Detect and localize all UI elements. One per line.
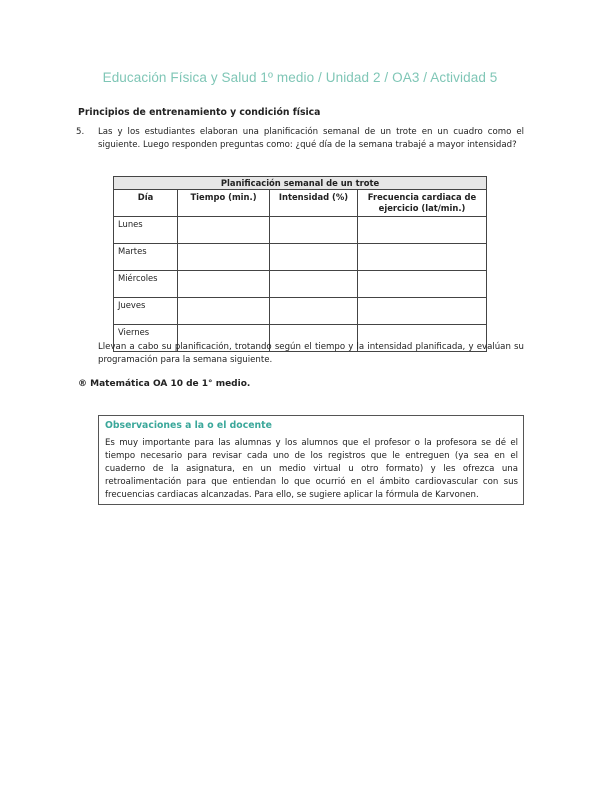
observations-text: Es muy importante para las alumnas y los alumnos que el profesor o la profesora se dé el tiempo necesario para revisar cada uno de los registros que le entreguen (ya sea en el cuaderno de la asignatura, en un medio virtual u otro formato) y les ofrezca una retroalimentación para que entiendan lo que ocurrió en el ámbito cardiovascular con sus frecuencias cardiacas alcanzadas. Para ello, se sugiere aplicar la fórmula de Karvonen. [105, 438, 518, 500]
time-cell [178, 298, 270, 325]
heart-rate-cell [358, 298, 487, 325]
time-cell [178, 244, 270, 271]
heart-rate-cell [358, 271, 487, 298]
intensity-cell [270, 298, 358, 325]
day-cell: Lunes [114, 217, 178, 244]
heart-rate-cell [358, 244, 487, 271]
page-header: Educación Física y Salud 1º medio / Unidad 2 / OA3 / Actividad 5 [102, 70, 498, 85]
column-header-day: Día [114, 190, 178, 217]
table-row [114, 244, 487, 271]
activity-item [76, 126, 524, 152]
time-cell [178, 271, 270, 298]
item-number: 5. [76, 127, 85, 137]
column-header-heart-rate: Frecuencia cardiaca de ejercicio (lat/min.) [358, 190, 487, 217]
follow-up-text: Llevan a cabo su planificación, trotando según el tiempo y la intensidad planificada, y evalúan su programación para la semana siguiente. [98, 342, 524, 365]
table-row [114, 298, 487, 325]
weekly-plan-table [113, 176, 487, 352]
section-title: Principios de entrenamiento y condición física [78, 107, 321, 118]
day-cell: Viernes [114, 325, 178, 352]
time-cell [178, 217, 270, 244]
item-text: Las y los estudiantes elaboran una planificación semanal de un trote en un cuadro como el siguiente. Luego responden preguntas como: ¿qué día de la semana trabajé a mayor intensidad? [98, 127, 524, 150]
teacher-observations-box [98, 415, 524, 505]
day-cell: Miércoles [114, 271, 178, 298]
cross-curricular-note: ® Matemática OA 10 de 1° medio. [78, 379, 251, 389]
table-caption: Planificación semanal de un trote [114, 177, 487, 190]
intensity-cell [270, 217, 358, 244]
column-header-intensity: Intensidad (%) [270, 190, 358, 217]
heart-rate-cell [358, 217, 487, 244]
column-header-time: Tiempo (min.) [178, 190, 270, 217]
table-row [114, 217, 487, 244]
intensity-cell [270, 271, 358, 298]
table-row [114, 271, 487, 298]
day-cell: Jueves [114, 298, 178, 325]
observations-title: Observaciones a la o el docente [105, 420, 272, 431]
intensity-cell [270, 244, 358, 271]
day-cell: Martes [114, 244, 178, 271]
